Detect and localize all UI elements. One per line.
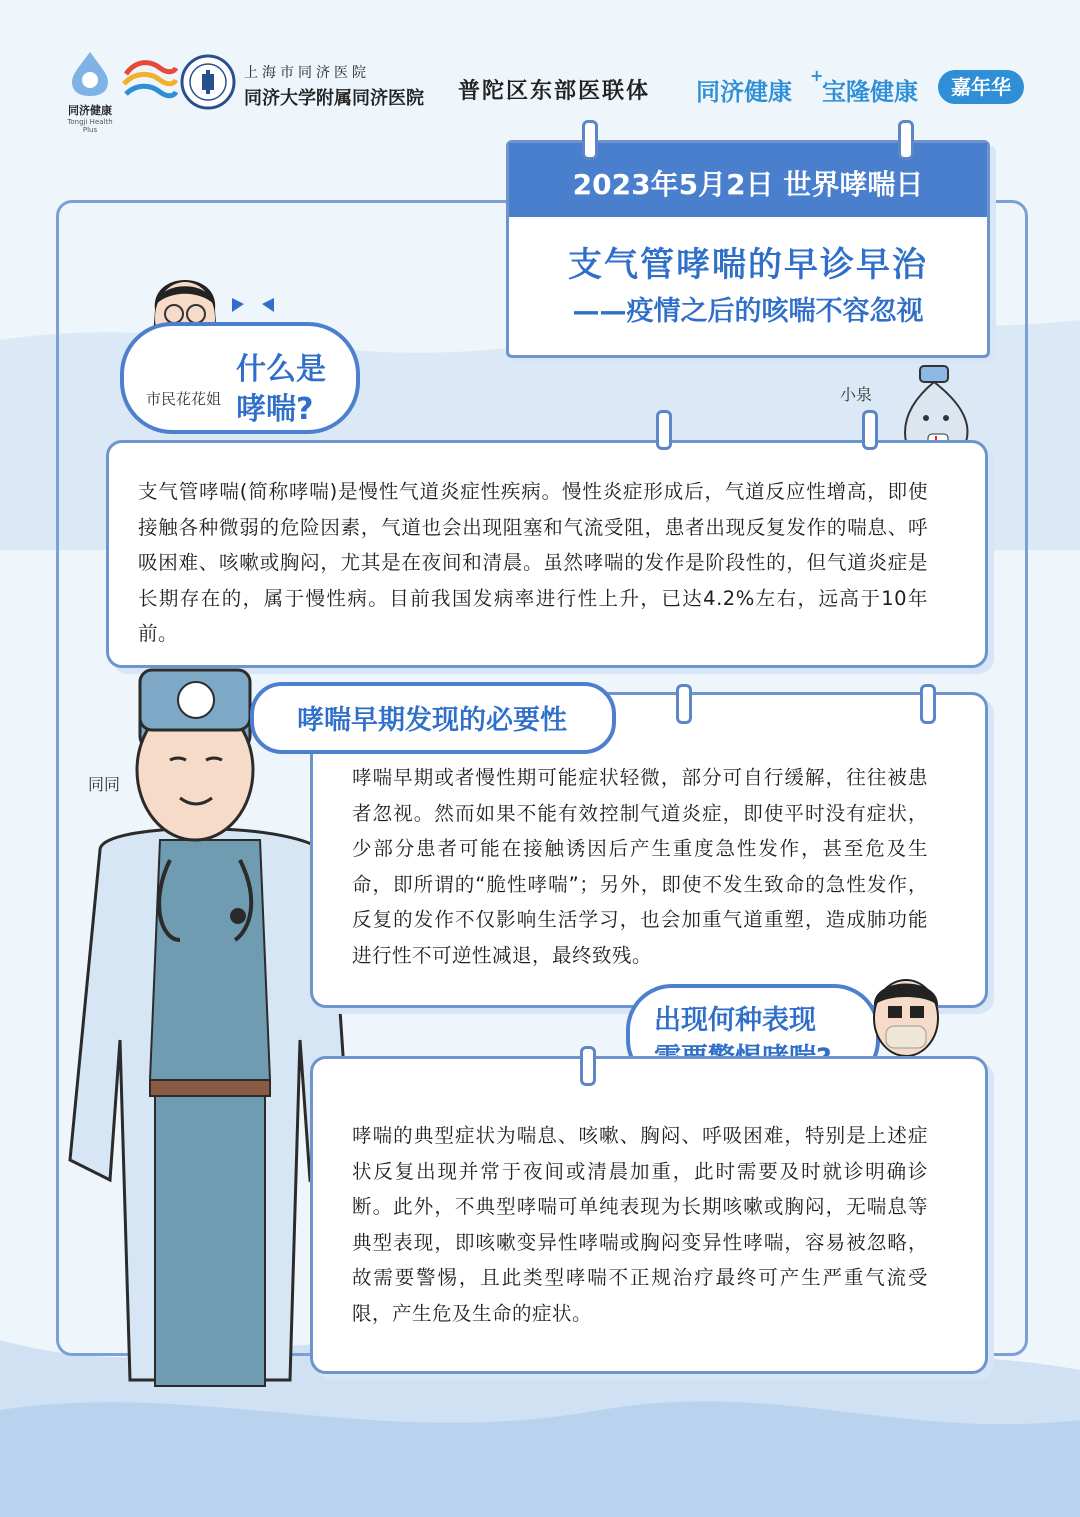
hospital-name-line1: 上海市同济医院 xyxy=(244,65,370,81)
binder-ring xyxy=(656,410,672,450)
question-signs-line1: 出现何种表现 xyxy=(654,1005,816,1036)
section-what-text: 支气管哮喘(简称哮喘)是慢性气道炎症性疾病。慢性炎症形成后，气道反应性增高，即使接触各种微弱的危险因素，气道也会出现阻塞和气流受阻，患者出现反复发作的喘息、呼吸困难、咳嗽或胸闷，尤其是在夜间和清晨。虽然哮喘的发作是阶段性的，但气道炎症是长期存在的，属于慢性病。目前我国发病率进行性上升，已达4.2%左右，远高于10年前。 xyxy=(138,480,928,645)
tongji-health-logo xyxy=(60,48,120,134)
logo-name: 同济健康 xyxy=(68,104,112,117)
title-date-line: 2023年5月2日 世界哮喘日 xyxy=(572,168,924,201)
district-alliance-name: 普陀区东部医联体 xyxy=(458,78,651,104)
section-early-heading: 哮喘早期发现的必要性 xyxy=(297,705,567,736)
title-card xyxy=(506,140,990,358)
binder-ring xyxy=(580,1046,596,1086)
question-what-line1: 什么是 xyxy=(236,352,326,387)
binder-ring xyxy=(920,684,936,724)
water-drop-icon xyxy=(60,48,120,98)
logo-subtitle: Tongji Health Plus xyxy=(67,118,113,134)
colorful-wave-logo-icon xyxy=(120,54,180,110)
title-sub: ——疫情之后的咳喘不容忽视 xyxy=(572,296,924,327)
question-what-line2: 哮喘? xyxy=(236,392,314,427)
brand-baolong-health: 宝隆健康 xyxy=(822,78,918,106)
section-early-text: 哮喘早期或者慢性期可能症状轻微，部分可自行缓解，往往被患者忽视。然而如果不能有效控制气道炎症，即使平时没有症状，少部分患者可能在接触诱因后产生重度急性发作，甚至危及生命，即所谓的“脆性哮喘”；另外，即使不发生致命的急性发作，反复的发作不仅影响生活学习，也会加重气道重塑，造成肺功能进行性不可逆性减退，最终致残。 xyxy=(352,766,928,967)
binder-ring xyxy=(582,120,598,160)
character-label-xiaoquan: 小泉 xyxy=(840,385,873,404)
exclaim-marks-icon xyxy=(228,292,278,322)
title-main: 支气管哮喘的早诊早治 xyxy=(568,245,928,285)
binder-ring xyxy=(898,120,914,160)
character-label-tongtong: 同同 xyxy=(88,775,121,794)
binder-ring xyxy=(676,684,692,724)
character-label-huahua: 市民花花姐 xyxy=(146,390,222,408)
hospital-seal-icon xyxy=(180,54,236,110)
section-signs-text: 哮喘的典型症状为喘息、咳嗽、胸闷、呼吸困难，特别是上述症状反复出现并常于夜间或清晨加重，此时需要及时就诊明确诊断。此外，不典型哮喘可单纯表现为长期咳嗽或胸闷，无喘息等典型表现，即咳嗽变异性哮喘或胸闷变异性哮喘，容易被忽略，故需要警惕，且此类型哮喘不正规治疗最终可产生严重气流受限，产生危及生命的症状。 xyxy=(352,1124,928,1325)
brand-carnival-badge: 嘉年华 xyxy=(938,70,1024,104)
binder-ring xyxy=(862,410,878,450)
brand-tongji-health: 同济健康 xyxy=(696,78,792,106)
hospital-name-line2: 同济大学附属同济医院 xyxy=(244,88,424,109)
brand-plus: + xyxy=(810,66,824,85)
